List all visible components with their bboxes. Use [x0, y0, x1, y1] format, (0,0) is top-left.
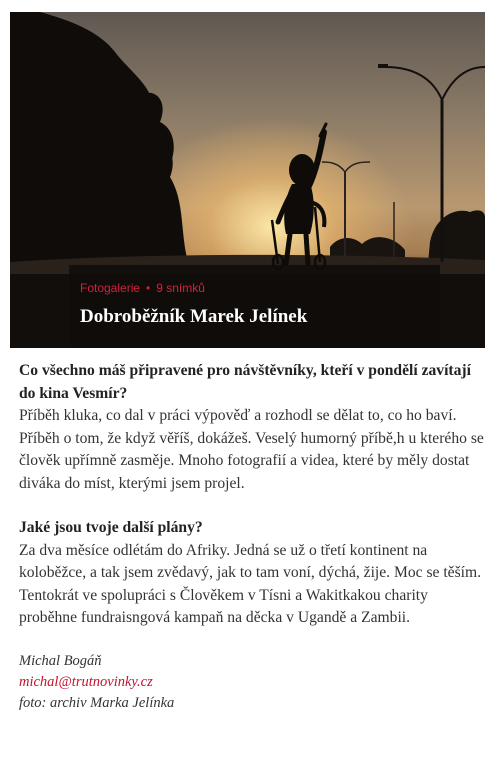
gallery-title[interactable]: Dobroběžník Marek Jelínek: [80, 306, 308, 327]
gallery-photo[interactable]: [10, 12, 485, 348]
answer-1: Příběh kluka, co dal v práci výpověď a rozhodl se dělat to, co ho baví. Příběh o tom, že když věříš, dokážeš. Veselý humorný příbě,h u kterého se člověk upřímně zasměje. Mnoho fotografií a videa, které by měly dostat diváka do míst, kterými jsem projel.: [19, 407, 484, 492]
answer-2: Za dva měsíce odlétám do Afriky. Jedná se už o třetí kontinent na koloběžce, a tak jsem zvědavý, jak to tam voní, dýchá, žije. Moc se těším. Tentokrát ve spolupráci s Člověkem v Tísni a Wakitkakou charity proběhne fundraisngová kampaň na děcka v Ugandě a Zambii.: [19, 541, 482, 626]
gallery-count: 9 snímků: [156, 281, 205, 295]
meta-separator: •: [146, 281, 151, 295]
gallery-category[interactable]: Fotogalerie: [80, 281, 141, 295]
photo-credit: foto: archiv Marka Jelínka: [19, 694, 175, 711]
gallery-caption[interactable]: [69, 265, 440, 347]
paragraph-spacer: [19, 495, 487, 517]
signature-block: [19, 651, 487, 714]
question-1: Co všechno máš připravené pro návštěvníky, kteří v pondělí zavítají do kina Vesmír?: [19, 362, 471, 402]
question-2: Jaké jsou tvoje další plány?: [19, 519, 203, 536]
author-email-link[interactable]: michal@trutnovinky.cz: [19, 673, 153, 690]
article-body: [19, 360, 487, 714]
author-name: Michal Bogáň: [19, 652, 102, 669]
gallery-meta: [80, 281, 205, 295]
